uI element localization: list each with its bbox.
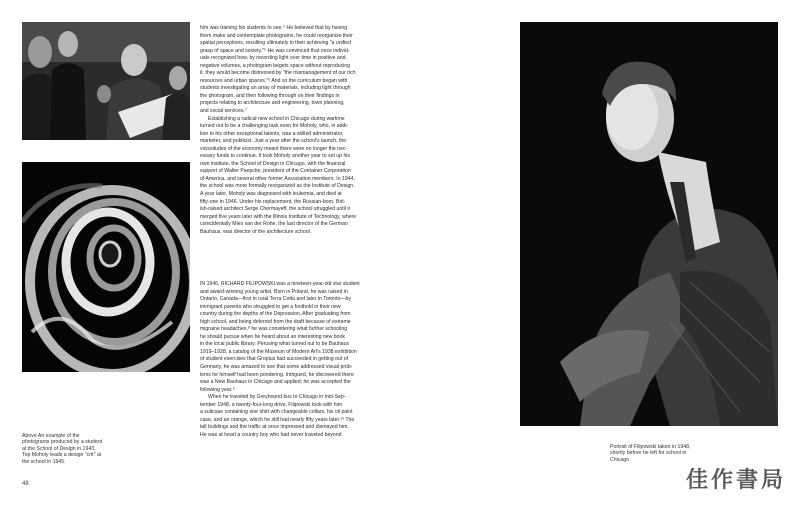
- text-line: immigrant parents who struggled to get a foothold in their new: [200, 303, 341, 310]
- text-line: lems he himself had been pondering. Intrigued, he discovered there: [200, 371, 354, 378]
- text-line: it, they would become distressed by "the mismanagement of our rich: [200, 70, 356, 77]
- caption-line: photograms produced by a student: [22, 439, 103, 446]
- text-line: Germany, he was amazed to see that some addressed visual prob-: [200, 364, 353, 371]
- text-line: He was at heart a country boy who had never traveled beyond: [200, 431, 342, 438]
- text-line: tember 1948, a twenty-four-long drive, Filipowski took with him: [200, 401, 342, 408]
- text-line: of America, and several other former Association members. In 1944,: [200, 175, 355, 182]
- text-line: A year later, Moholy was diagnosed with leukemia, and died at: [200, 191, 342, 198]
- caption-line: shortly before he left for school in: [610, 450, 687, 457]
- text-line: marketer, and publicist. Just a year after the school's launch, the: [200, 138, 347, 145]
- text-line: students investigating an array of materials, including light through: [200, 85, 351, 92]
- page-number: 48: [22, 481, 29, 487]
- text-line: Establishing a radical new school in Chicago during wartime: [208, 115, 345, 122]
- left-photo-caption: [22, 433, 114, 465]
- text-line: 1919–1928, a catalog of the Museum of Modern Art's 1938 exhibition: [200, 348, 357, 355]
- crit-photo: [22, 22, 190, 140]
- text-line: the photogram, and then following through on their findings in: [200, 92, 340, 99]
- text-line: Ontario, Canada—first in rural Terra Cotta and later in Toronto—by: [200, 296, 351, 303]
- caption-line: Top Moholy leads a design "crit" at: [22, 452, 102, 459]
- photogram-spiral-photo: [22, 162, 190, 372]
- text-line: in the local public library. Perusing what turned out to be Bauhaus: [200, 341, 350, 348]
- text-line: projects relating to architecture and engineering, town planning,: [200, 100, 345, 107]
- text-line: high school, and being deferred from the draft because of extreme: [200, 318, 351, 325]
- text-line: spatial perceptions, resulting ultimately in their achieving "a unified: [200, 40, 351, 47]
- text-line: tall buildings and the traffic at once impressed and dismayed him.: [200, 424, 349, 431]
- text-line: him was training his students to see.⁴ He believed that by having: [200, 25, 348, 31]
- text-line: merged five years later with the Illinois Institute of Technology, where: [200, 213, 357, 220]
- caption-line: the school in 1945.: [22, 458, 66, 465]
- caption-line: Portrait of Filipowski taken in 1948,: [610, 444, 691, 450]
- text-line: a suitcase containing one shirt with changeable collars, his oil paint: [200, 409, 353, 416]
- text-line: essary funds to continue. It took Moholy another year to set up his: [200, 153, 351, 160]
- body-text-block-1: [200, 25, 364, 236]
- caption-line: Above An example of the: [22, 433, 80, 439]
- text-line: IN 1946, RICHARD FILIPOWSKI was a nineteen-year-old star student: [200, 281, 360, 287]
- filipowski-portrait-photo: [520, 22, 778, 426]
- text-line: was a New Bauhaus in Chicago and applied; he was accepted the: [200, 379, 351, 386]
- text-line: migraine headaches,⁸ he was considering what further schooling: [200, 326, 348, 333]
- text-line: of student exercises that Gropius had succeeded in getting out of: [200, 356, 349, 363]
- text-line: country during the depths of the Depression. After graduating from: [200, 311, 351, 318]
- text-line: and award-winning young artist. Born in Poland, he was raised in: [200, 288, 348, 295]
- text-line: turned out to be a challenging task even for Moholy, who, in addi-: [200, 123, 349, 130]
- publisher-watermark: 佳作書局: [685, 467, 786, 493]
- text-line: case, and an orange, which he still had nearly fifty years later.¹⁰ The: [200, 416, 355, 423]
- text-line: grasp of space and society."⁵ He was convinced that once individ-: [200, 47, 350, 54]
- caption-line: at the School of Design in 1943.: [22, 445, 96, 452]
- text-line: support of Walter Paepcke, president of the Container Corporation: [200, 168, 351, 175]
- text-line: Bauhaus, was director of the architecture school.: [200, 228, 312, 235]
- text-line: and social services.⁷: [200, 108, 247, 115]
- text-line: ish-raised architect Serge Chermayeff, the school struggled until it: [200, 206, 350, 213]
- text-line: following year.⁹: [200, 386, 235, 393]
- text-line: vicissitudes of the economy meant there were no longer the nec-: [200, 145, 348, 152]
- text-line: own institute, the School of Design in Chicago, with the financial: [200, 160, 346, 167]
- text-line: coincidentally Mies van der Rohe, the last director of the German: [200, 221, 348, 228]
- text-line: uals recognized how, by recording light over time in positive and: [200, 55, 346, 62]
- body-text-block-2: [200, 281, 364, 439]
- text-line: resources and urban spaces."⁶ And so the curriculum began with: [200, 77, 348, 84]
- text-line: tion to his other exceptional talents, was a skilled administrator,: [200, 130, 344, 137]
- text-line: he should pursue when he heard about an interesting new book: [200, 333, 345, 340]
- portrait-caption: [610, 444, 710, 463]
- text-line: them make and contemplate photograms, he could reorganize their: [200, 32, 353, 39]
- text-line: When he traveled by Greyhound bus to Chicago in mid-Sep-: [208, 394, 346, 401]
- text-line: fifty-one in 1946. Under his replacement, the Russian-born, Brit-: [200, 198, 346, 205]
- caption-line: Chicago: [610, 456, 630, 463]
- text-line: the school was more formally reorganized as the Institute of Design.: [200, 183, 355, 190]
- text-line: negative volumes, a photogram begets space without reproducing: [200, 62, 351, 69]
